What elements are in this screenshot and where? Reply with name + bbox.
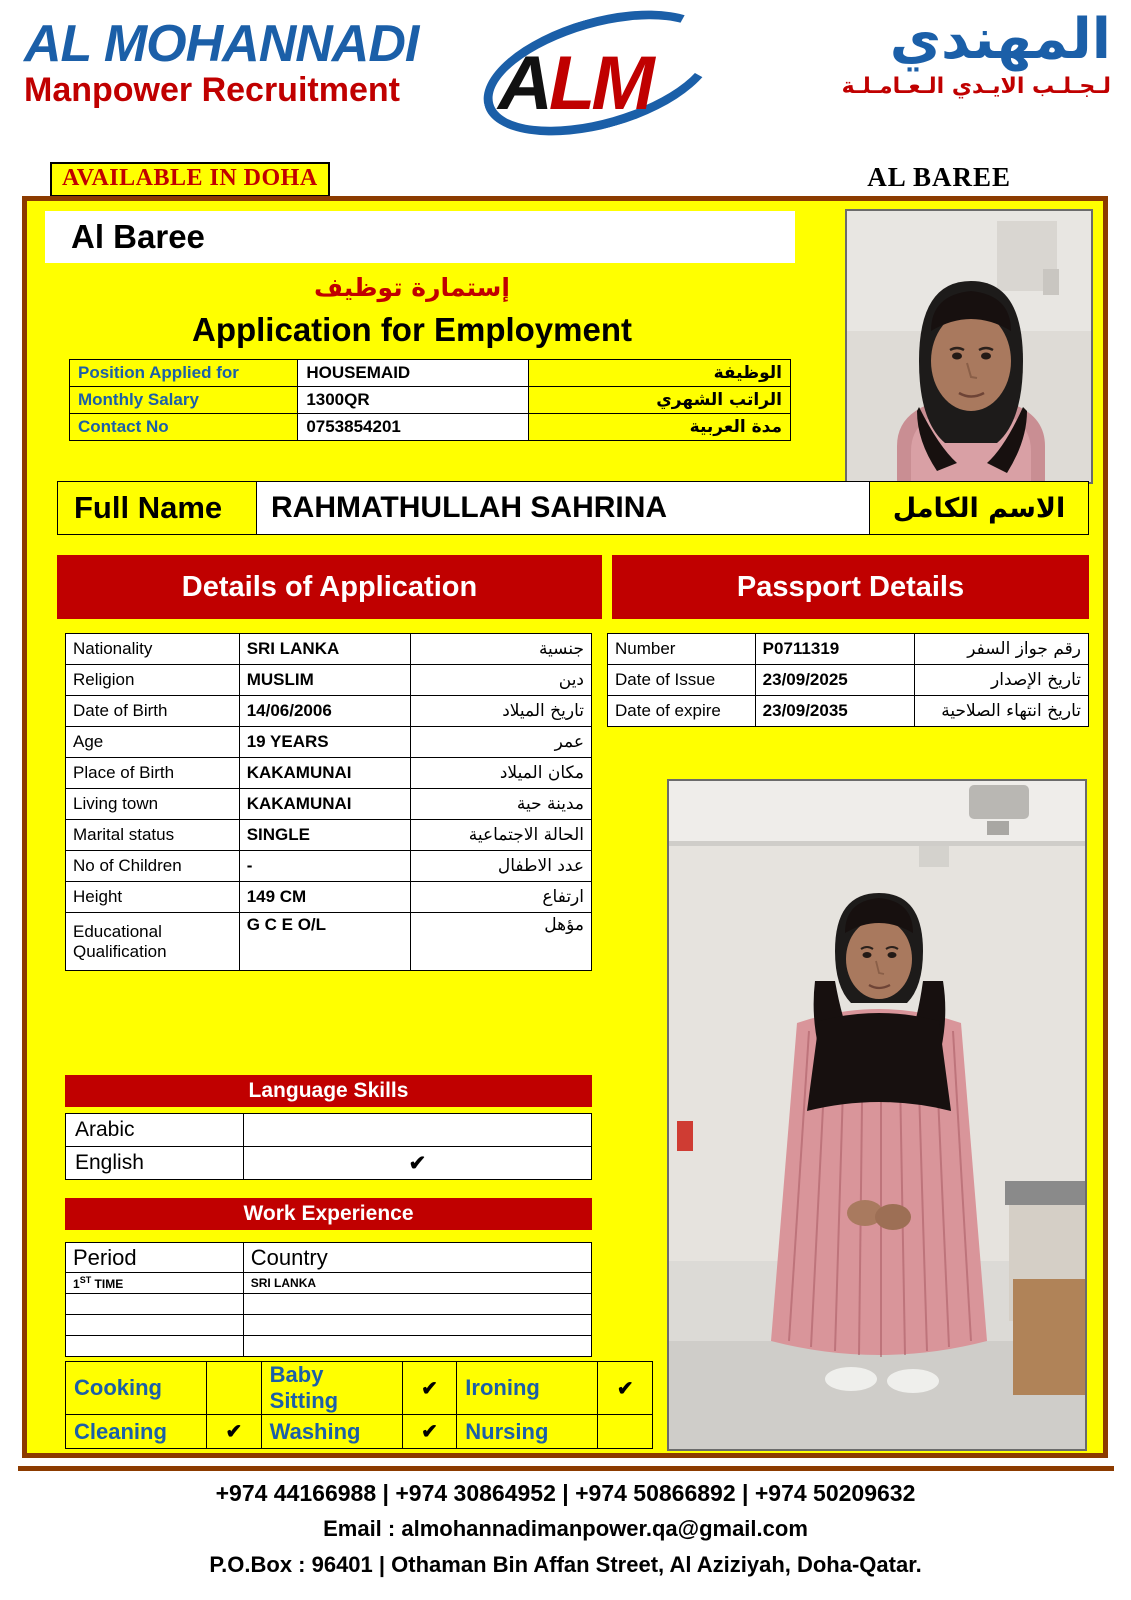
place-of-birth-value: KAKAMUNAI (239, 758, 411, 789)
skill-nursing-check (598, 1415, 653, 1449)
passport-issue-value: 23/09/2025 (755, 665, 915, 696)
position-label-arabic: الوظيفة (528, 360, 790, 387)
section-header-work: Work Experience (65, 1198, 592, 1230)
nationality-label: Nationality (66, 634, 240, 665)
religion-label: Religion (66, 665, 240, 696)
table-row (66, 1415, 653, 1449)
table-row (66, 1294, 592, 1315)
company-logo-arabic (841, 7, 1111, 99)
skill-ironing-check: ✔ (598, 1362, 653, 1415)
table-row (66, 665, 592, 696)
table-row (66, 913, 592, 971)
children-value: - (239, 851, 411, 882)
table-row (66, 1336, 592, 1357)
section-header-language: Language Skills (65, 1075, 592, 1107)
religion-value: MUSLIM (239, 665, 411, 696)
skill-washing-label: Washing (261, 1415, 402, 1449)
education-value: G C E O/L (239, 913, 411, 971)
table-row (70, 360, 791, 387)
candidate-headshot-photo (845, 209, 1093, 484)
full-name-label: Full Name (74, 490, 223, 525)
passport-number-label-arabic: رقم جواز السفر (915, 634, 1089, 665)
skills-grid (65, 1361, 653, 1449)
contact-label-arabic: مدة العربية (528, 414, 790, 441)
living-town-label: Living town (66, 789, 240, 820)
work-period-2 (66, 1294, 244, 1315)
footer-address: P.O.Box : 96401 | Othaman Bin Affan Street, Al Aziziyah, Doha-Qatar. (209, 1552, 922, 1577)
living-town-value: KAKAMUNAI (239, 789, 411, 820)
company-logo-text (24, 15, 419, 109)
full-name-row (57, 481, 1089, 535)
logo-letters-lm: LM (548, 41, 651, 126)
work-experience-table (65, 1242, 592, 1357)
marital-status-value: SINGLE (239, 820, 411, 851)
passport-number-value: P0711319 (755, 634, 915, 665)
skill-nursing-label: Nursing (457, 1415, 598, 1449)
section-header-details: Details of Application (57, 555, 602, 619)
candidate-tag: AL BAREE (867, 162, 1011, 192)
table-row (66, 634, 592, 665)
skill-cooking-check (207, 1362, 261, 1415)
application-details-table (65, 633, 592, 971)
availability-badge: AVAILABLE IN DOHA (50, 162, 330, 197)
skill-cleaning-check: ✔ (207, 1415, 261, 1449)
place-of-birth-label-arabic: مكان الميلاد (411, 758, 592, 789)
living-town-label-arabic: مدينة حية (411, 789, 592, 820)
brand-name-line1: AL MOHANNADI (24, 15, 419, 73)
work-country-4 (243, 1336, 591, 1357)
nationality-label-arabic: جنسية (411, 634, 592, 665)
table-row (66, 1114, 592, 1147)
age-value: 19 YEARS (239, 727, 411, 758)
language-name-english: English (66, 1147, 244, 1180)
passport-details-table (607, 633, 1089, 727)
passport-expire-label-arabic: تاريخ انتهاء الصلاحية (915, 696, 1089, 727)
footer-divider (18, 1466, 1114, 1471)
dob-label: Date of Birth (66, 696, 240, 727)
place-of-birth-label: Place of Birth (66, 758, 240, 789)
footer-email: Email : almohannadimanpower.qa@gmail.com (323, 1516, 808, 1541)
candidate-name-banner (45, 211, 795, 263)
contact-label: Contact No (70, 414, 298, 441)
skill-baby-sitting-label: Baby Sitting (261, 1362, 402, 1415)
age-label-arabic: عمر (411, 727, 592, 758)
work-country-3 (243, 1315, 591, 1336)
children-label: No of Children (66, 851, 240, 882)
candidate-name-banner-label: Al Baree (71, 218, 205, 255)
table-row (70, 414, 791, 441)
position-label: Position Applied for (70, 360, 298, 387)
passport-expire-label: Date of expire (608, 696, 756, 727)
position-details-table (69, 359, 791, 441)
passport-expire-value: 23/09/2035 (755, 696, 915, 727)
table-row (70, 387, 791, 414)
footer-phone-numbers: +974 44166988 | +974 30864952 | +974 50866892 | +974 50209632 (215, 1480, 916, 1506)
work-header-period: Period (66, 1243, 244, 1273)
table-row (66, 820, 592, 851)
dob-value: 14/06/2006 (239, 696, 411, 727)
height-value: 149 CM (239, 882, 411, 913)
passport-number-label: Number (608, 634, 756, 665)
table-row (66, 758, 592, 789)
salary-label: Monthly Salary (70, 387, 298, 414)
children-label-arabic: عدد الاطفال (411, 851, 592, 882)
logo-letters (498, 40, 651, 127)
table-row (66, 1315, 592, 1336)
form-title-arabic: إستمارة توظيف (314, 273, 510, 302)
work-country-1: SRI LANKA (243, 1273, 591, 1294)
position-value: HOUSEMAID (298, 360, 528, 387)
table-row (608, 696, 1089, 727)
full-name-value: RAHMATHULLAH SAHRINA (256, 482, 870, 534)
work-period-3 (66, 1315, 244, 1336)
application-card (22, 196, 1108, 1458)
headshot-illustration (847, 211, 1093, 484)
table-row (66, 1147, 592, 1180)
table-row (66, 696, 592, 727)
table-row (66, 882, 592, 913)
alm-monogram-logo (480, 10, 730, 140)
work-header-country: Country (243, 1243, 591, 1273)
language-skills-table (65, 1113, 592, 1180)
brand-arabic-main: المهندي (889, 7, 1111, 72)
language-check-arabic (243, 1114, 591, 1147)
marital-status-label-arabic: الحالة الاجتماعية (411, 820, 592, 851)
salary-value: 1300QR (298, 387, 528, 414)
skill-cooking-label: Cooking (66, 1362, 207, 1415)
dob-label-arabic: تاريخ الميلاد (411, 696, 592, 727)
passport-issue-label: Date of Issue (608, 665, 756, 696)
work-country-2 (243, 1294, 591, 1315)
skill-washing-check: ✔ (402, 1415, 456, 1449)
work-period-1: 1ST TIME (66, 1273, 244, 1294)
table-row (608, 634, 1089, 665)
education-label-arabic: مؤهل (411, 913, 592, 971)
height-label-arabic: ارتفاع (411, 882, 592, 913)
table-row (66, 1273, 592, 1294)
page-header (0, 0, 1131, 192)
full-name-label-arabic: الاسم الكامل (892, 492, 1066, 524)
passport-issue-label-arabic: تاريخ الإصدار (915, 665, 1089, 696)
contact-value: 0753854201 (298, 414, 528, 441)
skill-baby-sitting-check: ✔ (402, 1362, 456, 1415)
table-row (66, 1362, 653, 1415)
work-period-4 (66, 1336, 244, 1357)
language-check-english: ✔ (243, 1147, 591, 1180)
table-row (66, 727, 592, 758)
salary-label-arabic: الراتب الشهري (528, 387, 790, 414)
nationality-value: SRI LANKA (239, 634, 411, 665)
marital-status-label: Marital status (66, 820, 240, 851)
form-title-english: Application for Employment (191, 311, 633, 348)
section-header-passport: Passport Details (612, 555, 1089, 619)
table-row (608, 665, 1089, 696)
height-label: Height (66, 882, 240, 913)
religion-label-arabic: دين (411, 665, 592, 696)
logo-letter-a: A (498, 41, 549, 126)
skill-cleaning-label: Cleaning (66, 1415, 207, 1449)
table-row (66, 789, 592, 820)
brand-arabic-sub: لـجـلـب الايـدي الـعـامـلـة (841, 74, 1111, 99)
full-length-illustration (669, 781, 1087, 1451)
table-row (66, 851, 592, 882)
brand-name-line2: Manpower Recruitment (24, 71, 400, 109)
language-name-arabic: Arabic (66, 1114, 244, 1147)
table-row (66, 1243, 592, 1273)
education-label: Educational Qualification (66, 913, 240, 971)
candidate-full-length-photo (667, 779, 1087, 1451)
skill-ironing-label: Ironing (457, 1362, 598, 1415)
age-label: Age (66, 727, 240, 758)
